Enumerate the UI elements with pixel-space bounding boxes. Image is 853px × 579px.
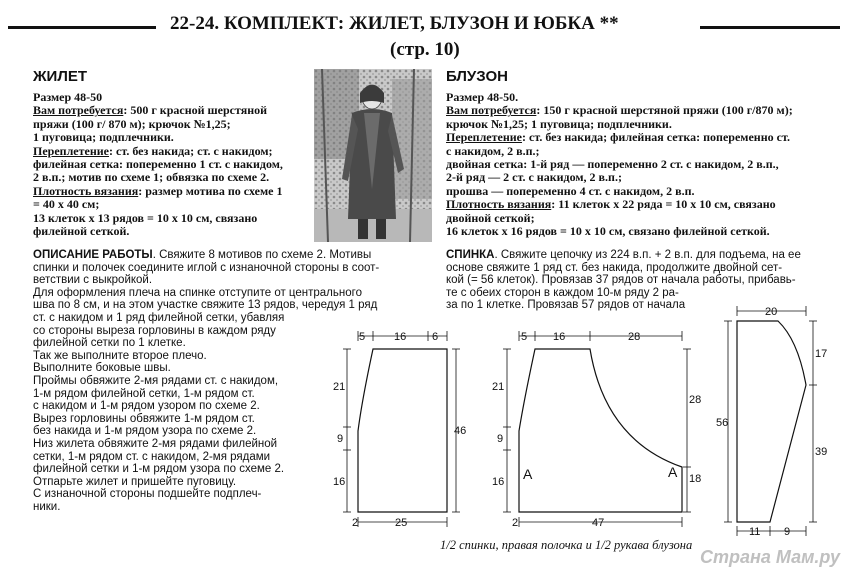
vest-materials-text: 1 пуговица; подплечники. bbox=[33, 130, 174, 145]
back-dim-right-lower: 18 bbox=[689, 473, 702, 485]
blouson-back-outline bbox=[519, 349, 682, 512]
sleeve-dim-cuff-left: 11 bbox=[749, 526, 761, 538]
vest-density-text: = 40 х 40 см; bbox=[33, 197, 100, 212]
back-marker-left: A bbox=[523, 466, 533, 482]
back-marker-right: A bbox=[668, 464, 678, 480]
blouson-specs bbox=[446, 91, 846, 238]
vest-density-text: филейной сеткой. bbox=[33, 224, 130, 239]
vest-pattern-outline bbox=[358, 349, 447, 512]
sleeve-dim-cap: 17 bbox=[815, 348, 828, 360]
vest-work-line: Проймы обвяжите 2-мя рядами ст. с накидом, bbox=[33, 374, 279, 387]
vest-work-line: со стороны выреза горловины в каждом ряду bbox=[33, 324, 276, 337]
vest-dim-top-right: 6 bbox=[432, 331, 439, 343]
vest-work-text-bottom bbox=[33, 312, 323, 514]
vest-density-label: Плотность вязания bbox=[33, 183, 139, 198]
vest-materials-text: пряжи (100 г/ 870 м); крючок №1,25; bbox=[33, 116, 231, 131]
vest-size: Размер 48-50 bbox=[33, 90, 103, 104]
vest-dim-lower: 16 bbox=[333, 476, 346, 488]
vest-dim-top-left: 5 bbox=[359, 331, 366, 343]
vest-work-line: шва по 8 см, и на этом участке свяжите 13 рядов, чередуя 1 ряд bbox=[33, 299, 378, 312]
vest-work-line: 1-м рядом филейной сетки, 1-м рядом ст. bbox=[33, 387, 255, 400]
vest-density-text: 13 клеток х 13 рядов = 10 х 10 см, связано bbox=[33, 210, 258, 225]
vest-work-line: филейной сетки и 1-м рядом узора по схеме 2. bbox=[33, 463, 285, 476]
vest-dim-armhole: 21 bbox=[333, 381, 346, 393]
vest-work-line: Для оформления плеча на спинке отступите от центрального bbox=[33, 286, 362, 299]
blouson-density-text: 16 клеток х 16 рядов = 10 х 10 см, связано филейной сеткой. bbox=[446, 224, 770, 239]
blouson-work-text bbox=[446, 249, 846, 312]
blouson-materials-text: крючок №1,25; 1 пуговица; подплечники. bbox=[446, 116, 672, 131]
blouson-size: Размер 48-50. bbox=[446, 90, 519, 104]
vest-materials-text: : 500 г красной шерстяной bbox=[123, 103, 268, 118]
site-watermark: Страна Мам.ру bbox=[700, 547, 840, 567]
vest-work-line: сетки, 1-м рядом ст. с накидом, 2-мя рядами bbox=[33, 450, 271, 463]
blouson-density-text: : 11 клеток х 22 ряда = 10 х 10 см, связано bbox=[551, 197, 776, 212]
vest-dim-height: 46 bbox=[454, 425, 467, 437]
vest-specs bbox=[33, 91, 303, 238]
back-dim-top-left: 5 bbox=[521, 331, 528, 343]
blouson-back-diagram bbox=[492, 331, 701, 529]
vest-work-line: Отпарьте жилет и пришейте пуговицу. bbox=[33, 475, 237, 488]
blouson-work-line: . Свяжите цепочку из 224 в.п. + 2 в.п. для подъема, на ее bbox=[494, 249, 801, 261]
blouson-materials-text: : 150 г красной шерстяной пряжи (100 г/870 м); bbox=[536, 103, 793, 118]
blouson-weave-label: Переплетение bbox=[446, 130, 523, 145]
blouson-materials-label: Вам потребуется bbox=[446, 103, 537, 118]
vest-work-line: Вырез горловины обвяжите 1-м рядом ст. bbox=[33, 412, 255, 425]
vest-work-line: С изнаночной стороны подшейте подплеч- bbox=[33, 488, 262, 501]
vest-dim-bottom: 25 bbox=[395, 517, 408, 529]
vest-work-text-top bbox=[33, 249, 429, 312]
sleeve-pattern-outline bbox=[737, 321, 806, 522]
blouson-work-line: те с обеих сторон в каждом 10-м ряду 2 ра- bbox=[446, 286, 679, 299]
vest-heading: ЖИЛЕТ bbox=[33, 68, 88, 85]
vest-work-line: ники. bbox=[33, 500, 61, 513]
blouson-weave-text: с накидом, 2 в.п.; bbox=[446, 143, 540, 158]
vest-work-line: спинки и полочек соедините иглой с изнаночной стороны в соот- bbox=[33, 261, 380, 274]
vest-weave-label: Переплетение bbox=[33, 143, 110, 158]
vest-weave-text: : ст. без накида; ст. с накидом; bbox=[109, 143, 273, 158]
blouson-heading: БЛУЗОН bbox=[446, 68, 508, 85]
page-title: 22-24. КОМПЛЕКТ: ЖИЛЕТ, БЛУЗОН И ЮБКА ** bbox=[170, 13, 619, 34]
vest-work-line: Так же выполните второе плечо. bbox=[33, 349, 207, 362]
back-dim-hem: 2 bbox=[512, 517, 519, 529]
sleeve-pattern-diagram bbox=[716, 306, 827, 538]
vest-work-line: филейной сетки по 1 клетке. bbox=[33, 337, 186, 350]
page-ref: (стр. 10) bbox=[390, 39, 460, 60]
vest-work-line: с накидом и 1-м рядом узором по схеме 2. bbox=[33, 400, 260, 413]
vest-work-line: Низ жилета обвяжите 2-мя рядами филейной bbox=[33, 437, 278, 450]
blouson-density-label: Плотность вязания bbox=[446, 197, 552, 212]
vest-work-line: . Свяжите 8 мотивов по схеме 2. Мотивы bbox=[152, 249, 372, 261]
vest-weave-text: 2 в.п.; мотив по схеме 1; обвязка по схеме 2. bbox=[33, 170, 270, 185]
blouson-work-line: за по 1 клетке. Провязав 57 рядов от начала bbox=[446, 299, 686, 312]
blouson-work-lead: СПИНКА bbox=[446, 249, 495, 261]
blouson-work-line: основе свяжите 1 ряд ст. без накида, продолжите двойной сет- bbox=[446, 261, 783, 274]
blouson-weave-text: двойная сетка: 1-й ряд — попеременно 2 ст. с накидом, 2 в.п., bbox=[446, 157, 779, 172]
vest-dim-side: 9 bbox=[337, 433, 344, 445]
vest-dim-top-mid: 16 bbox=[394, 331, 407, 343]
vest-weave-text: филейная сетка: попеременно 1 ст. с накидом, bbox=[33, 157, 283, 172]
vest-work-line: без накида и 1-м рядом узора по схеме 2. bbox=[33, 425, 257, 438]
diagram-caption: 1/2 спинки, правая полочка и 1/2 рукава блузона bbox=[440, 538, 693, 552]
back-dim-right-upper: 28 bbox=[689, 394, 702, 406]
vest-materials-label: Вам потребуется bbox=[33, 103, 124, 118]
back-dim-side: 9 bbox=[497, 433, 504, 445]
header-rule-left bbox=[8, 26, 156, 29]
vest-work-lead: ОПИСАНИЕ РАБОТЫ bbox=[33, 249, 153, 261]
blouson-weave-text: прошва — попеременно 4 ст. с накидом, 2 в.п. bbox=[446, 183, 695, 198]
sleeve-dim-height: 56 bbox=[716, 417, 729, 429]
vest-pattern-diagram bbox=[333, 331, 466, 529]
back-dim-top-right: 28 bbox=[628, 331, 641, 343]
vest-density-text: : размер мотива по схеме 1 bbox=[138, 183, 283, 198]
vest-work-line: ст. с накидом и 1 ряд филейной сетки, убавляя bbox=[33, 312, 285, 324]
back-dim-armhole: 21 bbox=[492, 381, 505, 393]
blouson-weave-text: 2-й ряд — 2 ст. с накидом, 2 в.п.; bbox=[446, 170, 622, 185]
blouson-work-line: кой (= 56 клеток). Провязав 37 рядов от начала работы, прибавь- bbox=[446, 274, 796, 287]
sleeve-dim-cuff-right: 9 bbox=[784, 526, 791, 538]
vest-work-line: ветствии с выкройкой. bbox=[33, 274, 153, 287]
back-dim-top-mid: 16 bbox=[553, 331, 566, 343]
vest-dim-hem: 2 bbox=[352, 517, 359, 529]
vest-work-line: Выполните боковые швы. bbox=[33, 362, 171, 375]
sleeve-dim-side: 39 bbox=[815, 446, 828, 458]
back-dim-lower: 16 bbox=[492, 476, 505, 488]
back-dim-bottom: 47 bbox=[592, 517, 605, 529]
woman-in-vest-photo bbox=[314, 69, 432, 242]
blouson-density-text: двойной сеткой; bbox=[446, 210, 535, 225]
blouson-weave-text: : ст. без накида; филейная сетка: попеременно ст. bbox=[522, 130, 790, 145]
sleeve-dim-top: 20 bbox=[765, 306, 778, 318]
header-rule-right bbox=[700, 26, 840, 29]
